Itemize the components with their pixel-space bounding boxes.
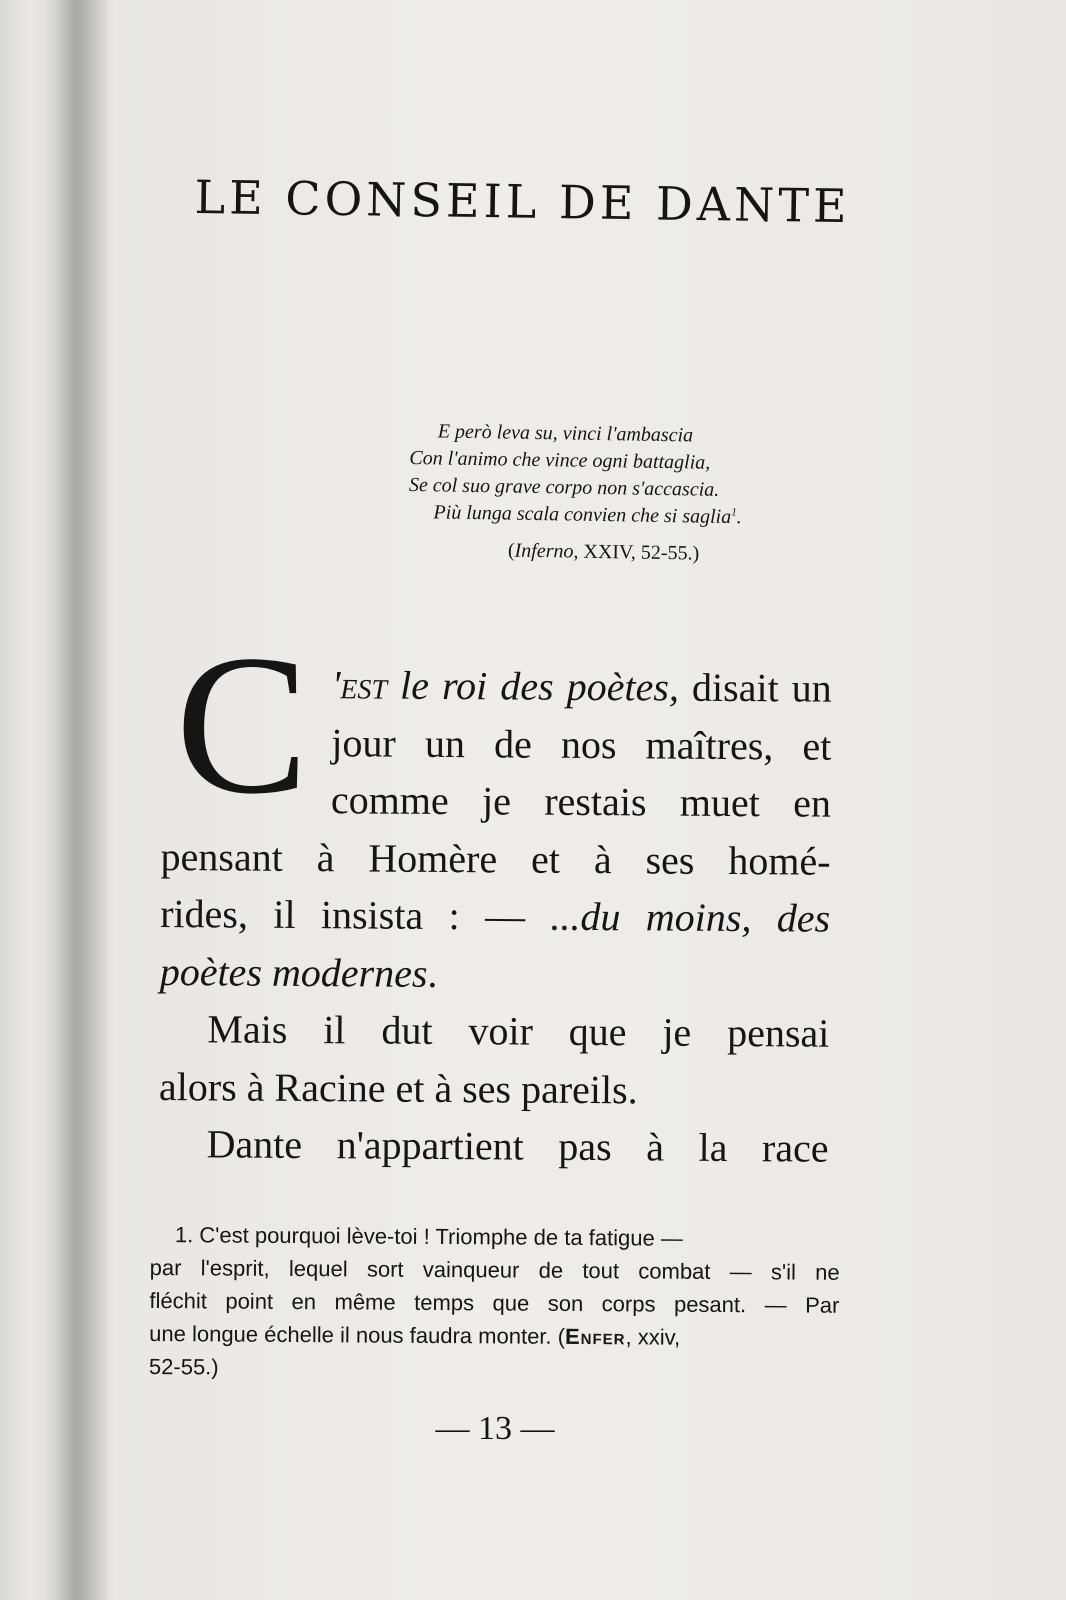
- drop-cap: C: [174, 614, 310, 837]
- source-open: (: [507, 539, 515, 562]
- body-line: [160, 885, 830, 947]
- epigraph-line: Con l'animo che vince ogni battaglia,: [409, 446, 711, 474]
- body-line: [160, 942, 830, 1004]
- footnote-line: [149, 1317, 839, 1355]
- chapter-title: LE CONSEIL DE DANTE: [194, 170, 851, 234]
- small-caps-word: 'est: [331, 662, 388, 708]
- footnote: [149, 1218, 840, 1388]
- book-page: [80, 0, 1066, 1600]
- footnote-ref: 1: [731, 506, 737, 519]
- body-line: Mais il dut voir que je pensai: [207, 1006, 830, 1056]
- page-number: — 13 —: [435, 1410, 555, 1447]
- source-work: Inferno: [514, 539, 574, 563]
- italic-phrase: ...du moins, des: [550, 893, 831, 941]
- body-line-text: disait un: [678, 664, 832, 711]
- epigraph-line: Se col suo grave corpo non s'accascia.: [408, 473, 720, 501]
- epigraph-source: [408, 536, 848, 570]
- footnote-line: 52-55.): [148, 1353, 219, 1380]
- italic-phrase: le roi des poètes,: [386, 662, 680, 710]
- body-line: alors à Racine et à ses pareils.: [158, 1063, 638, 1112]
- footnote-enfer: Enfer: [564, 1323, 626, 1350]
- body-line-text: .: [427, 950, 438, 996]
- body-line: comme je restais muet en: [330, 777, 832, 826]
- epigraph-line: E però leva su, vinci l'ambascia: [437, 420, 694, 447]
- footnote-line: par l'esprit, lequel sort vainqueur de tout combat — s'il ne: [149, 1254, 840, 1285]
- body-line: jour un de nos maîtres, et: [331, 719, 832, 769]
- footnote-line: fléchit point en même temps que son corps pesant. — Par: [149, 1287, 840, 1318]
- footnote-text: , xxiv,: [625, 1324, 681, 1350]
- body-text: [158, 614, 832, 1177]
- body-line: pensant à Homère et à ses homé-: [160, 833, 831, 884]
- epigraph: [408, 418, 850, 570]
- epigraph-line: Più lunga scala convien che si saglia$^1$.: [433, 501, 742, 529]
- body-line-text: rides, il insista : —: [160, 890, 551, 939]
- body-line: Dante n'appartient pas à la race: [206, 1121, 829, 1171]
- footnote-line: 1. C'est pourquoi lève-toi ! Triomphe de ta fatigue —: [174, 1222, 683, 1251]
- italic-phrase: poètes modernes: [159, 948, 428, 996]
- source-reference: , XXIV, 52-55.): [573, 540, 700, 565]
- footnote-text: une longue échelle il nous faudra monter. (: [149, 1320, 566, 1349]
- epigraph-line-text: Più lunga scala convien che si saglia: [433, 501, 732, 529]
